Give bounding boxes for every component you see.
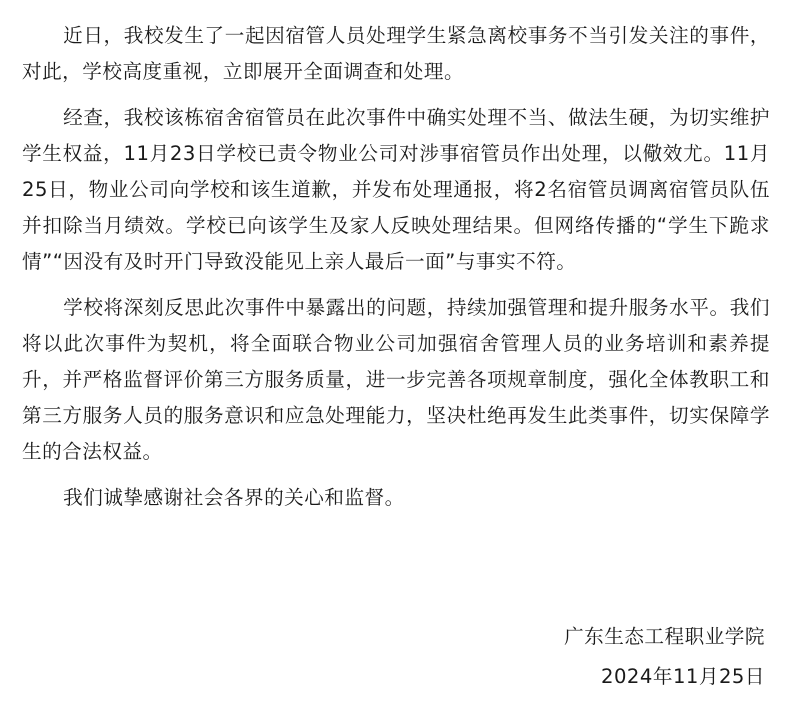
statement-body	[22, 18, 770, 526]
paragraph-measures: 学校将深刻反思此次事件中暴露出的问题，持续加强管理和提升服务水平。我们将以此次事件为契机，将全面联合物业公司加强宿舍管理人员的业务培训和素养提升，并严格监督评价第三方服务质量，进一步完善各项规章制度，强化全体教职工和第三方服务人员的服务意识和应急处理能力，坚决杜绝再发生此类事件，切实保障学生的合法权益。	[22, 296, 770, 463]
signature-organization: 广东生态工程职业学院	[564, 625, 765, 648]
paragraph-intro: 近日，我校发生了一起因宿管人员处理学生紧急离校事务不当引发关注的事件，对此，学校高度重视，立即展开全面调查和处理。	[22, 24, 770, 83]
signature-date: 2024年11月25日	[600, 665, 765, 688]
paragraph-findings: 经查，我校该栋宿舍宿管员在此次事件中确实处理不当、做法生硬，为切实维护学生权益，11月23日学校已责令物业公司对涉事宿管员作出处理，以儆效尤。11月25日，物业公司向学校和该生道歉，并发布处理通报，将2名宿管员调离宿管员队伍并扣除当月绩效。学校已向该学生及家人反映处理结果。但网络传播的“学生下跪求情”“因没有及时开门导致没能见上亲人最后一面”与事实不符。	[22, 106, 770, 273]
paragraph-thanks: 我们诚挚感谢社会各界的关心和监督。	[63, 486, 405, 509]
